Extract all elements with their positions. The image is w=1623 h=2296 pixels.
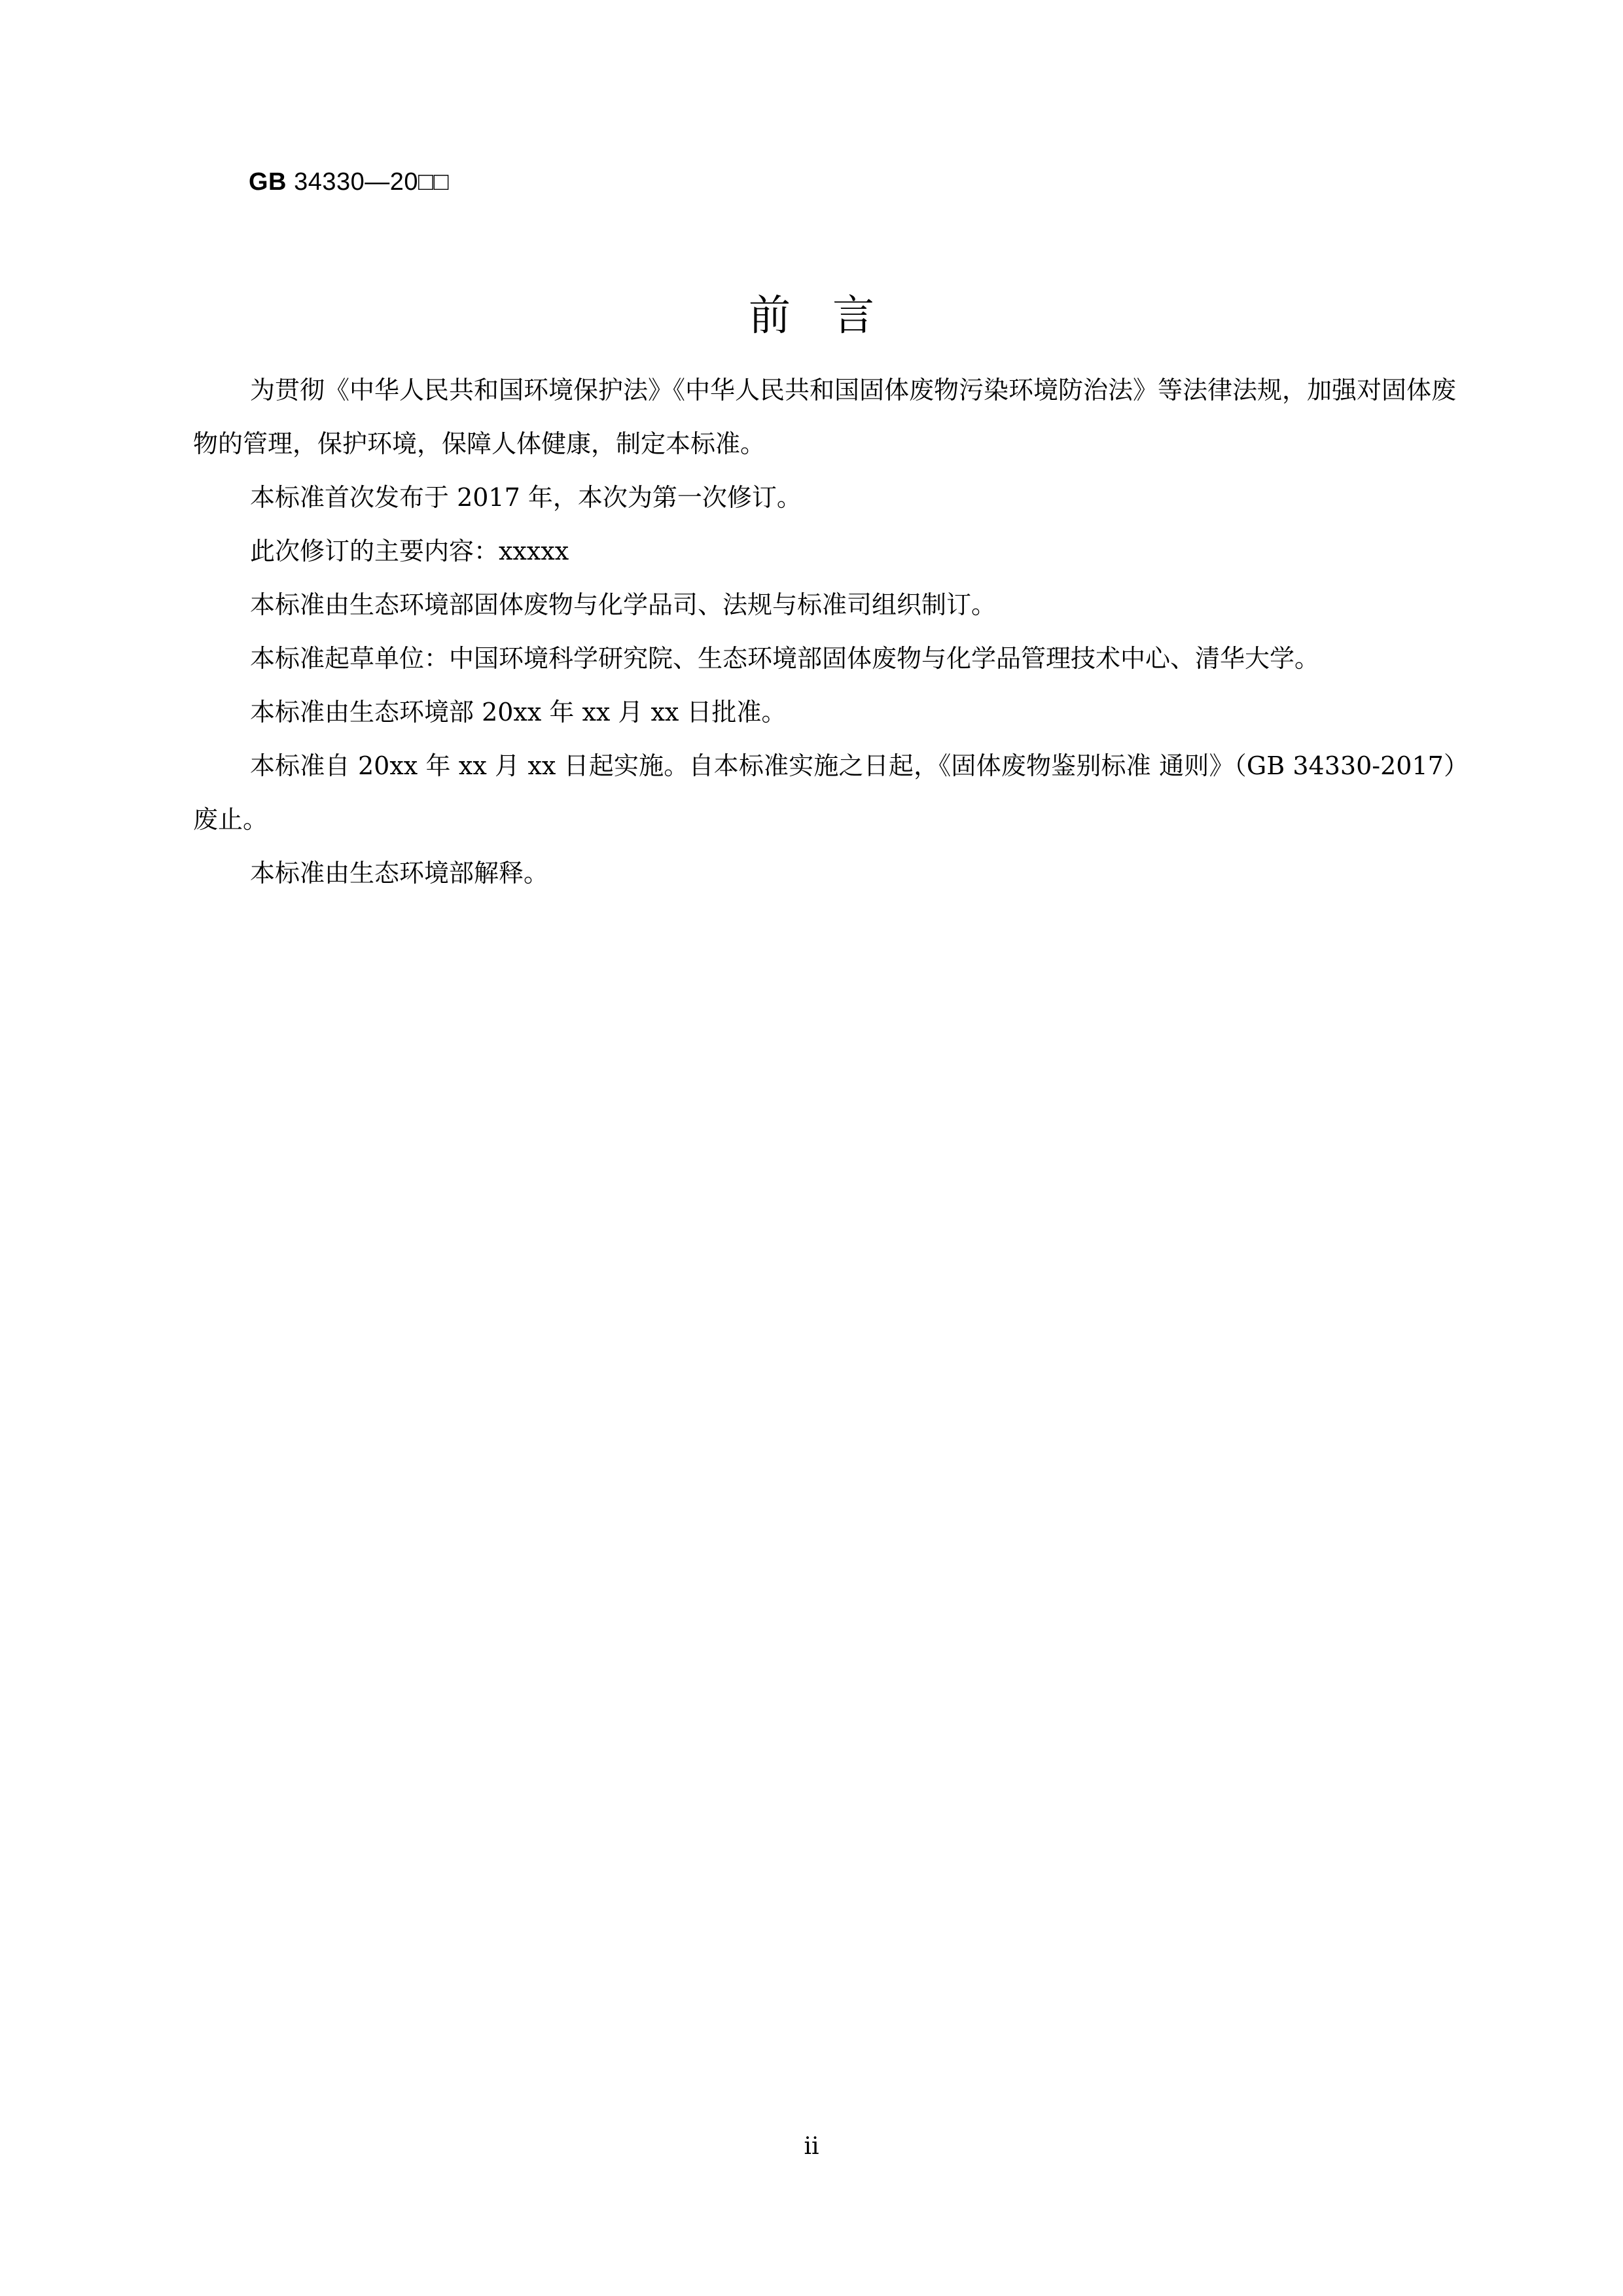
document-body (193, 363, 1456, 900)
paragraph-organizer: 本标准由生态环境部固体废物与化学品司、法规与标准司组织制订。 (250, 590, 997, 619)
paragraph-interpretation: 本标准由生态环境部解释。 (250, 859, 549, 888)
paragraph-purpose: 为贯彻《中华人民共和国环境保护法》《中华人民共和国固体废物污染环境防治法》等法律法规，加强对固体废物的管理，保护环境，保障人体健康，制定本标准。 (193, 376, 1457, 458)
page-title: 前言 (749, 292, 916, 340)
standard-code (249, 164, 449, 200)
paragraph-first-release: 本标准首次发布于 2017 年，本次为第一次修订。 (250, 483, 802, 512)
paragraph-revision-content: 此次修订的主要内容：xxxxx (250, 537, 569, 565)
standard-code-prefix: GB (249, 168, 287, 196)
paragraph-implementation: 本标准自 20xx 年 xx 月 xx 日起实施。自本标准实施之日起，《固体废物鉴别标准 通则》（GB 34330-2017）废止。 (193, 751, 1456, 834)
paragraph-approval: 本标准由生态环境部 20xx 年 xx 月 xx 日批准。 (250, 698, 787, 726)
standard-code-number: 34330—20□□ (294, 168, 449, 196)
paragraph-drafting-units: 本标准起草单位：中国环境科学研究院、生态环境部固体废物与化学品管理技术中心、清华大学。 (250, 644, 1320, 673)
page-number: ii (804, 2133, 819, 2160)
